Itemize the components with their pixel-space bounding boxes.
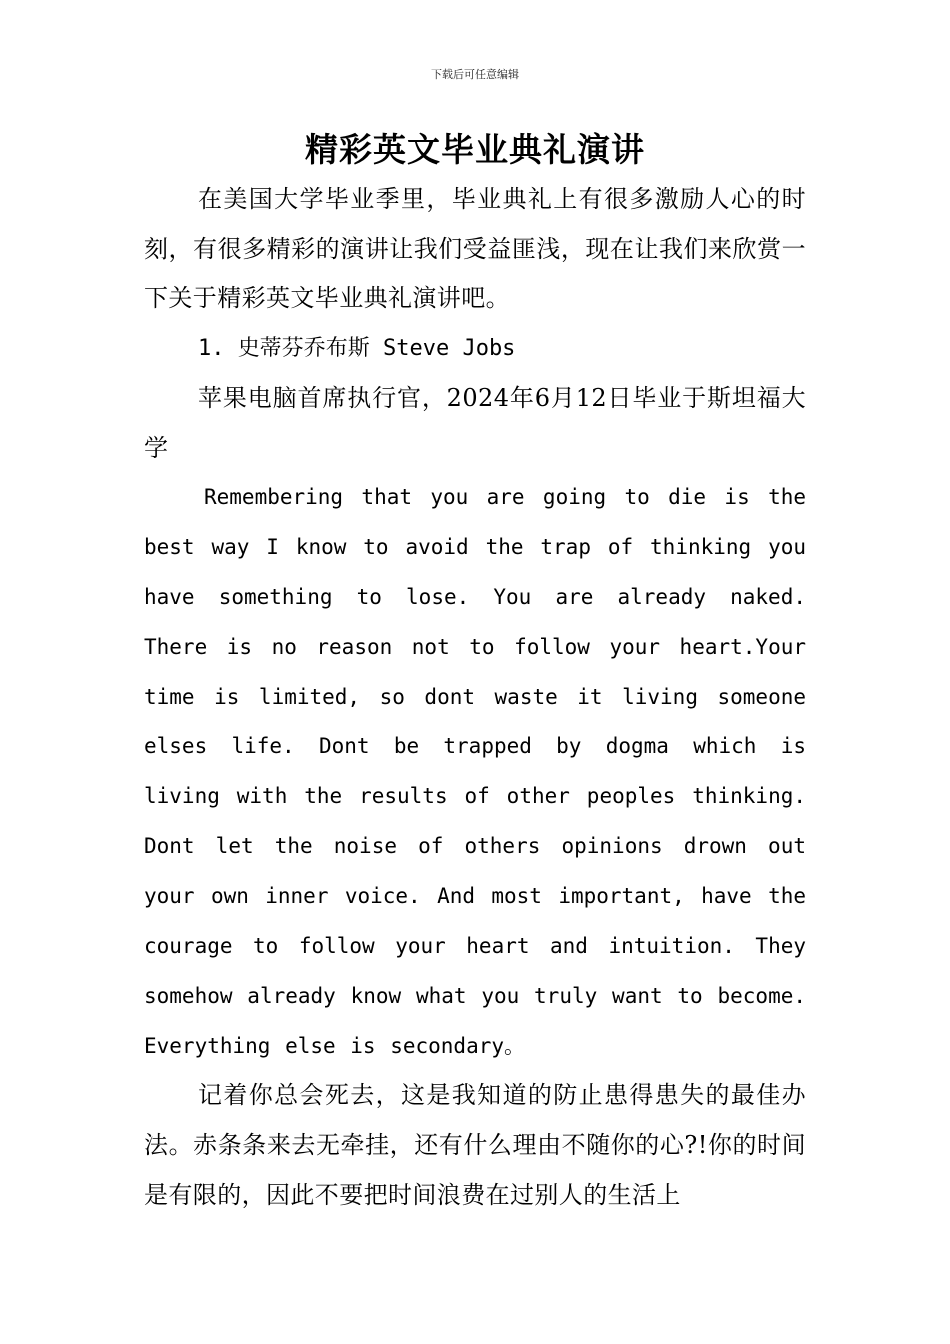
item-1-heading: 1. 史蒂芬乔布斯 Steve Jobs <box>198 336 516 362</box>
document-body <box>144 175 806 1220</box>
item-1-quote-chinese: 记着你总会死去，这是我知道的防止患得患失的最佳办法。赤条条来去无牵挂，还有什么理由不随你的心?!你的时间是有限的，因此不要把时间浪费在过别人的生活上 <box>144 1081 806 1209</box>
item-1-quote-english: Remembering that you are going to die is the best way I know to avoid the trap of thinking you have something to lose. You are already naked. There is no reason not to follow your heart.Your time is limited, so dont waste it living someone elses life. Dont be trapped by dogma which is living with the results of other peoples thinking. Dont let the noise of others opinions drown out your own inner voice. And most important, have the courage to follow your heart and intuition. They somehow already know what you truly want to become. Everything else is secondary。 <box>144 485 806 1058</box>
item-1-bio: 苹果电脑首席执行官，2024年6月12日毕业于斯坦福大学 <box>144 383 806 462</box>
header-note: 下载后可任意编辑 <box>431 68 519 81</box>
page-title: 精彩英文毕业典礼演讲 <box>305 130 645 169</box>
intro-paragraph: 在美国大学毕业季里，毕业典礼上有很多激励人心的时刻，有很多精彩的演讲让我们受益匪浅，现在让我们来欣赏一下关于精彩英文毕业典礼演讲吧。 <box>144 185 806 313</box>
